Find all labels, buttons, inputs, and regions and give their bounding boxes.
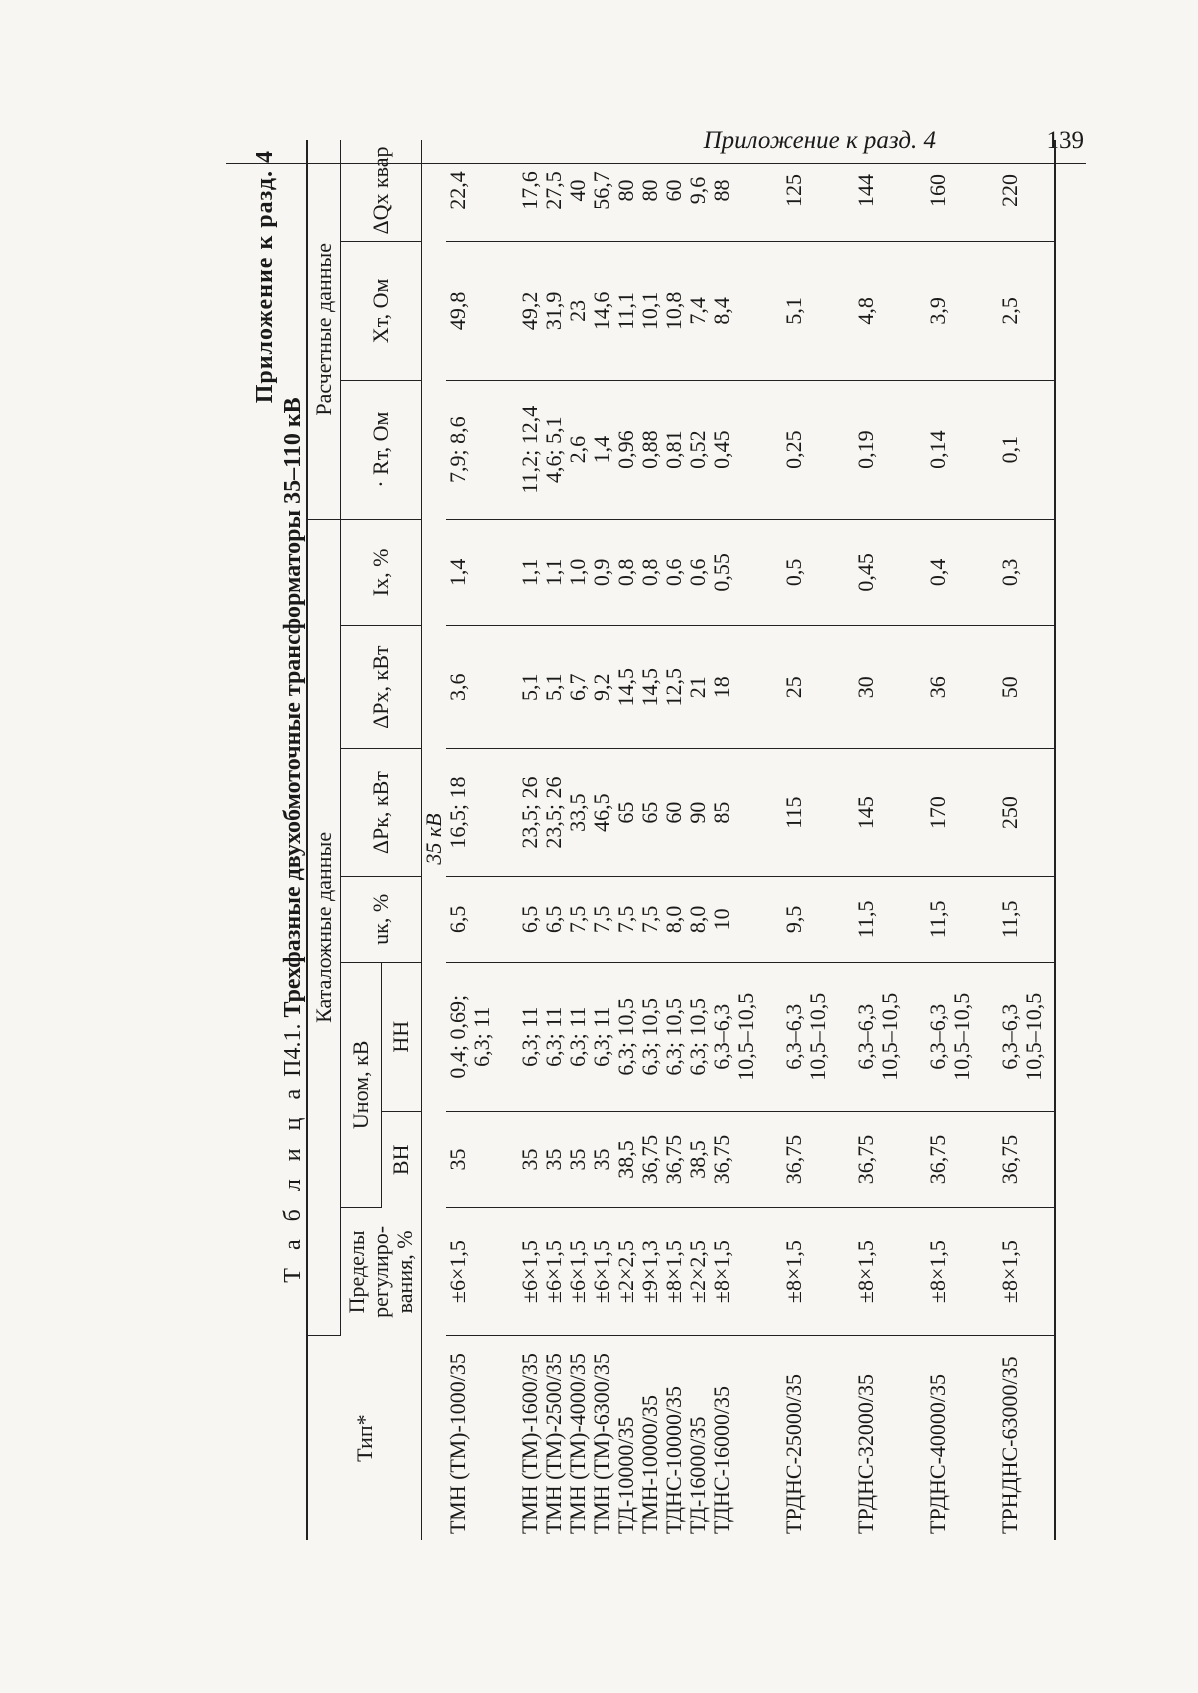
cell-dpx bbox=[758, 626, 830, 749]
cell-line: ТРНДНС-63000/35 bbox=[997, 1356, 1022, 1534]
cell-line: 9,2 bbox=[589, 673, 614, 701]
cell-line: 35 bbox=[445, 1148, 470, 1171]
cell-ix bbox=[494, 519, 758, 626]
cell-line: 65 bbox=[613, 801, 638, 824]
cell-line: 6,5 bbox=[445, 905, 470, 934]
cell-line: 10,5–10,5 bbox=[877, 992, 902, 1081]
cell-regulation bbox=[830, 1208, 902, 1336]
cell-regulation bbox=[446, 1208, 494, 1336]
cell-vn bbox=[446, 1112, 494, 1208]
caption-prefix: Т а б л и ц а bbox=[280, 1082, 306, 1283]
cell-line: 220 bbox=[997, 174, 1022, 207]
cell-dqx bbox=[758, 140, 830, 241]
cell-uk bbox=[902, 877, 974, 962]
cell-line: ±2×2,5 bbox=[613, 1240, 638, 1304]
cell-rt bbox=[494, 380, 758, 519]
cell-line: 38,5 bbox=[613, 1140, 638, 1179]
cell-line: 30 bbox=[853, 676, 878, 699]
cell-line: 60 bbox=[661, 801, 686, 824]
cell-line: 35 bbox=[565, 1148, 590, 1171]
cell-line: 0,88 bbox=[637, 430, 662, 469]
cell-line: ТМН-10000/35 bbox=[637, 1394, 662, 1534]
cell-line: 6,3; 11 bbox=[541, 1006, 566, 1067]
cell-line: ±8×1,5 bbox=[781, 1240, 806, 1304]
header-nn: НН bbox=[381, 962, 422, 1111]
header-dqx: ΔQх квар bbox=[341, 140, 422, 241]
cell-line: ±6×1,5 bbox=[445, 1240, 470, 1304]
cell-line: ±6×1,5 bbox=[541, 1240, 566, 1304]
cell-line: 31,9 bbox=[541, 291, 566, 331]
cell-xt bbox=[494, 241, 758, 380]
cell-ix bbox=[974, 519, 1055, 626]
cell-line: 0,6 bbox=[685, 558, 710, 587]
cell-uk bbox=[758, 877, 830, 962]
cell-line: 6,3; 10,5 bbox=[637, 997, 662, 1076]
cell-line: 0,25 bbox=[781, 430, 806, 469]
cell-vn bbox=[902, 1112, 974, 1208]
cell-line: 10,1 bbox=[637, 291, 662, 331]
cell-line: 5,1 bbox=[541, 673, 566, 701]
cell-rt bbox=[830, 380, 902, 519]
cell-line: 1,0 bbox=[565, 558, 590, 587]
cell-line: 0,8 bbox=[637, 558, 662, 587]
cell-line: 6,3; 11 bbox=[517, 1006, 542, 1067]
cell-nn bbox=[446, 962, 494, 1111]
cell-line: 6,3–6,3 bbox=[781, 1003, 806, 1070]
rotated-table-area bbox=[250, 140, 1060, 1540]
cell-line: 145 bbox=[853, 796, 878, 830]
page-number: 139 bbox=[1046, 127, 1084, 154]
cell-dpk bbox=[974, 749, 1055, 877]
cell-xt bbox=[758, 241, 830, 380]
cell-uk bbox=[494, 877, 758, 962]
cell-line: 9,6 bbox=[685, 176, 710, 205]
cell-line: 2,6 bbox=[565, 435, 590, 464]
cell-dpx bbox=[494, 626, 758, 749]
cell-line: 36,75 bbox=[925, 1134, 950, 1185]
cell-line: 11,2; 12,4 bbox=[517, 405, 542, 494]
cell-regulation bbox=[758, 1208, 830, 1336]
cell-ix bbox=[446, 519, 494, 626]
cell-dqx bbox=[494, 140, 758, 241]
cell-line: 6,3–6,3 bbox=[709, 1003, 734, 1070]
cell-line: 10 bbox=[709, 908, 734, 931]
header-uk: uк, % bbox=[341, 877, 422, 962]
cell-line: 10,5–10,5 bbox=[949, 992, 974, 1081]
cell-line: 38,5 bbox=[685, 1140, 710, 1179]
caption-title: Трехфазные двухобмоточные трансформаторы 35–110 кВ bbox=[280, 397, 306, 1018]
cell-ix bbox=[902, 519, 974, 626]
cell-line: 0,4; 0,69; bbox=[445, 994, 470, 1079]
cell-line: 144 bbox=[853, 174, 878, 207]
cell-line: 23,5; 26 bbox=[517, 776, 542, 849]
cell-line: 36,75 bbox=[637, 1134, 662, 1185]
cell-line: ТМН (ТМ)-1600/35 bbox=[517, 1353, 542, 1534]
cell-line: 50 bbox=[997, 676, 1022, 699]
cell-line: 160 bbox=[925, 174, 950, 207]
cell-nn bbox=[902, 962, 974, 1111]
table-row bbox=[902, 140, 974, 1540]
header-type: Тип* bbox=[307, 1336, 422, 1540]
header-vn: ВН bbox=[381, 1112, 422, 1208]
cell-line: 12,5 bbox=[661, 667, 686, 707]
cell-line: 6,3; 11 bbox=[565, 1006, 590, 1067]
cell-line: 11,5 bbox=[997, 900, 1022, 939]
cell-line: 33,5 bbox=[565, 793, 590, 832]
cell-line: 6,3–6,3 bbox=[997, 1003, 1022, 1070]
cell-line: 36,75 bbox=[709, 1134, 734, 1185]
cell-line: 2,5 bbox=[997, 297, 1022, 325]
cell-vn bbox=[974, 1112, 1055, 1208]
cell-rt bbox=[446, 380, 494, 519]
cell-line: 6,3; 11 bbox=[589, 1006, 614, 1067]
cell-uk bbox=[974, 877, 1055, 962]
cell-vn bbox=[494, 1112, 758, 1208]
cell-rt bbox=[902, 380, 974, 519]
cell-line: 18 bbox=[709, 676, 734, 699]
cell-line: 10,5–10,5 bbox=[733, 992, 758, 1081]
cell-dpx bbox=[446, 626, 494, 749]
cell-line: 0,19 bbox=[853, 430, 878, 469]
header-dpx: ΔPх, кВт bbox=[341, 626, 422, 749]
cell-dqx bbox=[974, 140, 1055, 241]
cell-xt bbox=[974, 241, 1055, 380]
table-caption bbox=[280, 140, 307, 1540]
cell-regulation bbox=[494, 1208, 758, 1336]
cell-type bbox=[446, 1336, 494, 1540]
cell-line: 0,96 bbox=[613, 430, 638, 469]
cell-line: 115 bbox=[781, 796, 806, 829]
cell-line: 22,4 bbox=[445, 171, 470, 210]
cell-xt bbox=[446, 241, 494, 380]
cell-line: 56,7 bbox=[589, 171, 614, 210]
cell-line: 7,5 bbox=[637, 905, 662, 934]
cell-line: 0,55 bbox=[709, 553, 734, 592]
cell-nn bbox=[758, 962, 830, 1111]
cell-dpx bbox=[902, 626, 974, 749]
cell-line: 7,4 bbox=[685, 297, 710, 325]
cell-line: 21 bbox=[685, 676, 710, 699]
cell-line: 0,8 bbox=[613, 558, 638, 587]
cell-line: 11,5 bbox=[853, 900, 878, 939]
cell-uk bbox=[830, 877, 902, 962]
cell-line: 88 bbox=[709, 179, 734, 202]
cell-line: 8,0 bbox=[661, 905, 686, 934]
cell-line: 6,3; 10,5 bbox=[661, 997, 686, 1076]
appendix-label: Приложение к разд. 4 bbox=[252, 150, 278, 404]
cell-line: 7,5 bbox=[565, 905, 590, 934]
cell-line: 80 bbox=[637, 179, 662, 202]
cell-line: ТРДНС-40000/35 bbox=[925, 1373, 950, 1534]
cell-line: 3,9 bbox=[925, 297, 950, 325]
cell-line: 0,3 bbox=[997, 558, 1022, 587]
cell-line: 170 bbox=[925, 796, 950, 830]
cell-line: 6,5 bbox=[541, 905, 566, 934]
header-xt: Xт, Ом bbox=[341, 241, 422, 380]
cell-line: 6,3; 10,5 bbox=[685, 997, 710, 1076]
cell-line: 10,5–10,5 bbox=[805, 992, 830, 1081]
transformer-table bbox=[306, 140, 1056, 1540]
cell-line: 9,5 bbox=[781, 905, 806, 934]
cell-nn bbox=[974, 962, 1055, 1111]
cell-line: ТДНС-10000/35 bbox=[661, 1385, 686, 1534]
cell-line: ТМН (ТМ)-2500/35 bbox=[541, 1353, 566, 1534]
cell-nn bbox=[494, 962, 758, 1111]
cell-dpk bbox=[902, 749, 974, 877]
cell-line: 6,7 bbox=[565, 673, 590, 701]
cell-line: 14,5 bbox=[637, 667, 662, 707]
cell-line: 11,1 bbox=[613, 292, 638, 330]
cell-line: 17,6 bbox=[517, 171, 542, 210]
header-regulation: Пределы регулирования, % bbox=[341, 1208, 422, 1336]
cell-line: 36,75 bbox=[661, 1134, 686, 1185]
cell-rt bbox=[974, 380, 1055, 519]
caption-number: П4.1. bbox=[280, 1023, 306, 1077]
cell-line: 90 bbox=[685, 801, 710, 824]
cell-rt bbox=[758, 380, 830, 519]
cell-line: 14,6 bbox=[589, 291, 614, 331]
cell-line: 1,1 bbox=[541, 558, 566, 587]
table-row bbox=[974, 140, 1055, 1540]
cell-type bbox=[830, 1336, 902, 1540]
table-row bbox=[446, 140, 494, 1540]
cell-line: 1,4 bbox=[589, 435, 614, 464]
cell-nn bbox=[830, 962, 902, 1111]
cell-line: 7,9; 8,6 bbox=[445, 416, 470, 483]
header-u-nom: Uном, кВ bbox=[341, 962, 382, 1208]
cell-line: 23,5; 26 bbox=[541, 776, 566, 849]
cell-line: 7,5 bbox=[613, 905, 638, 934]
cell-line: 16,5; 18 bbox=[445, 776, 470, 849]
cell-dpk bbox=[830, 749, 902, 877]
cell-line: 85 bbox=[709, 801, 734, 824]
cell-line: 35 bbox=[517, 1148, 542, 1171]
cell-line: ±8×1,5 bbox=[709, 1240, 734, 1304]
cell-line: 36,75 bbox=[997, 1134, 1022, 1185]
cell-line: 10,8 bbox=[661, 291, 686, 331]
cell-line: 1,4 bbox=[445, 558, 470, 587]
cell-dpx bbox=[830, 626, 902, 749]
cell-line: 8,4 bbox=[709, 297, 734, 325]
cell-line: 8,0 bbox=[685, 905, 710, 934]
cell-line: 49,2 bbox=[517, 291, 542, 331]
cell-line: 11,5 bbox=[925, 900, 950, 939]
cell-line: ТД-10000/35 bbox=[613, 1416, 638, 1534]
cell-line: 65 bbox=[637, 801, 662, 824]
running-title: Приложение к разд. 4 bbox=[703, 127, 936, 154]
cell-line: 0,81 bbox=[661, 430, 686, 469]
cell-line: 27,5 bbox=[541, 171, 566, 210]
cell-xt bbox=[902, 241, 974, 380]
cell-line: 6,3; 10,5 bbox=[613, 997, 638, 1076]
cell-line: 0,6 bbox=[661, 558, 686, 587]
cell-line: ±8×1,5 bbox=[661, 1240, 686, 1304]
cell-type bbox=[902, 1336, 974, 1540]
cell-vn bbox=[758, 1112, 830, 1208]
cell-line: ±2×2,5 bbox=[685, 1240, 710, 1304]
cell-xt bbox=[830, 241, 902, 380]
cell-line: ТМН (ТМ)-6300/35 bbox=[589, 1353, 614, 1534]
cell-type bbox=[494, 1336, 758, 1540]
cell-line: 25 bbox=[781, 676, 806, 699]
cell-dqx bbox=[446, 140, 494, 241]
cell-dpk bbox=[494, 749, 758, 877]
cell-uk bbox=[446, 877, 494, 962]
cell-ix bbox=[758, 519, 830, 626]
section-row bbox=[422, 140, 447, 1540]
cell-line: ТРДНС-25000/35 bbox=[781, 1373, 806, 1534]
cell-line: 4,6; 5,1 bbox=[541, 416, 566, 483]
cell-line: 36,75 bbox=[853, 1134, 878, 1185]
cell-line: 60 bbox=[661, 179, 686, 202]
cell-line: 80 bbox=[613, 179, 638, 202]
cell-line: ТМН (ТМ)-4000/35 bbox=[565, 1353, 590, 1534]
header-calc: Расчетные данные bbox=[307, 140, 341, 519]
cell-line: 0,9 bbox=[589, 558, 614, 587]
cell-line: 40 bbox=[565, 179, 590, 202]
cell-line: 125 bbox=[781, 174, 806, 207]
cell-dpx bbox=[974, 626, 1055, 749]
cell-line: 250 bbox=[997, 796, 1022, 830]
cell-regulation bbox=[902, 1208, 974, 1336]
cell-line: 36 bbox=[925, 676, 950, 699]
header-catalog: Каталожные данные bbox=[307, 519, 341, 1336]
cell-line: ±6×1,5 bbox=[517, 1240, 542, 1304]
cell-line: 0,45 bbox=[853, 553, 878, 592]
cell-line: 4,8 bbox=[853, 297, 878, 325]
table-row bbox=[830, 140, 902, 1540]
cell-line: 3,6 bbox=[445, 673, 470, 701]
cell-dpk bbox=[758, 749, 830, 877]
cell-line: 6,3; 11 bbox=[469, 1006, 494, 1067]
cell-line: 5,1 bbox=[781, 297, 806, 325]
cell-vn bbox=[830, 1112, 902, 1208]
cell-dqx bbox=[902, 140, 974, 241]
cell-line: 7,5 bbox=[589, 905, 614, 934]
cell-line: 35 bbox=[589, 1148, 614, 1171]
cell-line: ±9×1,3 bbox=[637, 1240, 662, 1304]
table-row bbox=[494, 140, 758, 1540]
header-rt: · Rт, Ом bbox=[341, 380, 422, 519]
cell-regulation bbox=[974, 1208, 1055, 1336]
cell-dqx bbox=[830, 140, 902, 241]
cell-line: 0,45 bbox=[709, 430, 734, 469]
cell-line: 46,5 bbox=[589, 793, 614, 832]
cell-line: 0,52 bbox=[685, 430, 710, 469]
cell-line: 6,3–6,3 bbox=[853, 1003, 878, 1070]
cell-line: ТРДНС-32000/35 bbox=[853, 1373, 878, 1534]
cell-line: 36,75 bbox=[781, 1134, 806, 1185]
cell-line: 1,1 bbox=[517, 558, 542, 587]
cell-line: ±6×1,5 bbox=[589, 1240, 614, 1304]
cell-line: 0,4 bbox=[925, 558, 950, 587]
cell-line: 0,5 bbox=[781, 558, 806, 587]
section-label: 35 кВ bbox=[421, 813, 446, 865]
cell-line: 0,14 bbox=[925, 430, 950, 469]
table-row bbox=[758, 140, 830, 1540]
cell-line: 0,1 bbox=[997, 435, 1022, 464]
cell-line: 35 bbox=[541, 1148, 566, 1171]
header-ix: Iх, % bbox=[341, 519, 422, 626]
cell-line: 6,5 bbox=[517, 905, 542, 934]
cell-line: ТД-16000/35 bbox=[685, 1416, 710, 1534]
cell-type bbox=[974, 1336, 1055, 1540]
header-dpk: ΔPк, кВт bbox=[341, 749, 422, 877]
cell-line: 49,8 bbox=[445, 291, 470, 331]
cell-line: ±8×1,5 bbox=[925, 1240, 950, 1304]
cell-line: ±8×1,5 bbox=[997, 1240, 1022, 1304]
cell-dpk bbox=[446, 749, 494, 877]
cell-line: ТМН (ТМ)-1000/35 bbox=[445, 1353, 470, 1534]
cell-line: 14,5 bbox=[613, 667, 638, 707]
cell-line: 23 bbox=[565, 299, 590, 322]
cell-line: 5,1 bbox=[517, 673, 542, 701]
cell-line: ±8×1,5 bbox=[853, 1240, 878, 1304]
cell-line: ТДНС-16000/35 bbox=[709, 1385, 734, 1534]
cell-line: ±6×1,5 bbox=[565, 1240, 590, 1304]
cell-type bbox=[758, 1336, 830, 1540]
cell-ix bbox=[830, 519, 902, 626]
cell-line: 10,5–10,5 bbox=[1021, 992, 1046, 1081]
cell-line: 6,3–6,3 bbox=[925, 1003, 950, 1070]
